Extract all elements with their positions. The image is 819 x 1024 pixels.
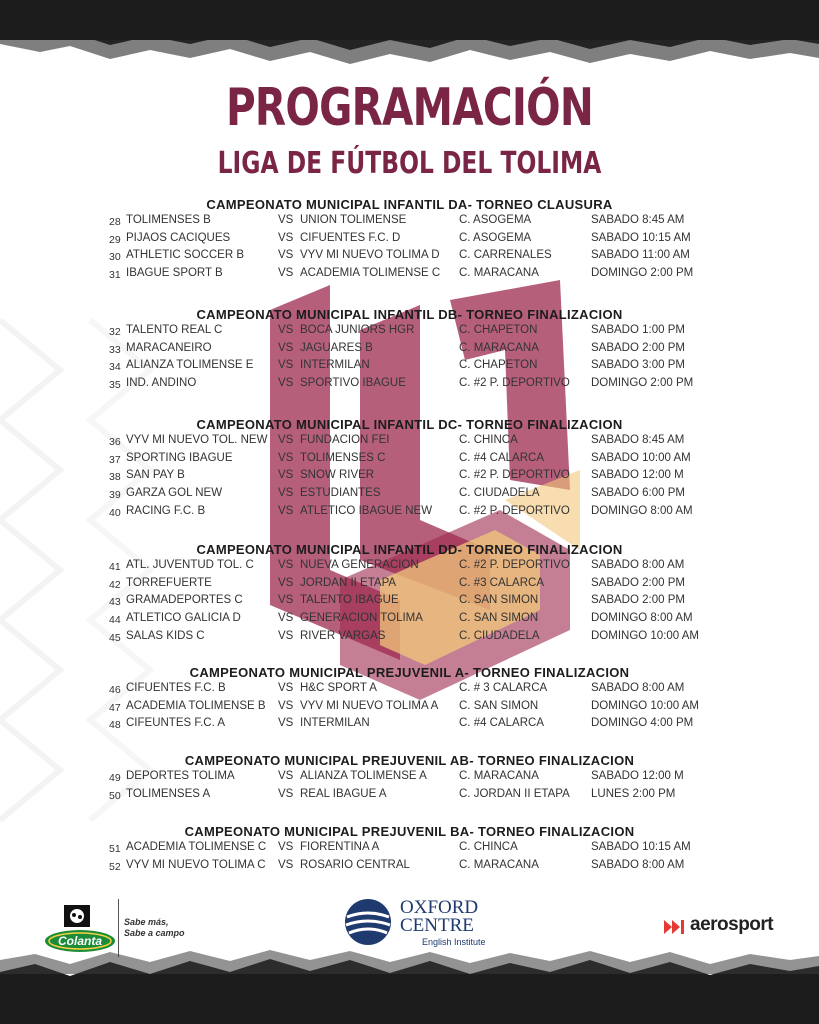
- venue: C. SAN SIMON: [459, 612, 539, 625]
- home-team: IND. ANDINO: [126, 377, 197, 390]
- section-title: CAMPEONATO MUNICIPAL INFANTIL DB- TORNEO FINALIZACION: [196, 307, 623, 322]
- home-team: TOLIMENSES A: [126, 787, 211, 800]
- match-row: [0, 342, 819, 359]
- venue: C. MARACANA: [459, 770, 539, 782]
- versus-label: VS: [278, 682, 294, 694]
- match-time: DOMINGO 2:00 PM: [591, 267, 694, 280]
- match-row: [0, 630, 819, 647]
- match-number: 30: [109, 251, 121, 264]
- versus-label: VS: [278, 787, 294, 800]
- venue: C. #2 P. DEPORTIVO: [459, 504, 570, 517]
- home-team: ACADEMIA TOLIMENSE C: [126, 841, 267, 853]
- match-row: [0, 577, 819, 594]
- versus-label: VS: [278, 841, 294, 853]
- match-row: [0, 717, 819, 734]
- section-title: CAMPEONATO MUNICIPAL PREJUVENIL BA- TORNEO FINALIZACION: [184, 824, 635, 839]
- torn-paper-top: [0, 0, 819, 80]
- versus-label: VS: [278, 434, 294, 446]
- match-time: SABADO 11:00 AM: [591, 249, 690, 262]
- home-team: VYV MI NUEVO TOLIMA C: [126, 858, 266, 871]
- away-team: REAL IBAGUE A: [300, 787, 387, 800]
- match-time: DOMINGO 4:00 PM: [591, 717, 694, 730]
- venue: C. #2 P. DEPORTIVO: [459, 469, 570, 482]
- venue: C. CHAPETON: [459, 359, 538, 372]
- versus-label: VS: [278, 469, 294, 482]
- match-number: 38: [109, 471, 121, 484]
- section-title: CAMPEONATO MUNICIPAL INFANTIL DD- TORNEO FINALIZACION: [196, 542, 623, 557]
- home-team: MARACANEIRO: [126, 341, 212, 354]
- oxford-line1: OXFORD: [400, 897, 479, 918]
- match-number: 47: [109, 701, 121, 714]
- match-time: SABADO 8:00 AM: [591, 559, 685, 571]
- match-row: [0, 859, 819, 876]
- versus-label: VS: [278, 612, 294, 625]
- venue: C. ASOGEMA: [459, 214, 532, 226]
- home-team: VYV MI NUEVO TOL. NEW: [126, 434, 268, 446]
- match-row: [0, 700, 819, 717]
- match-row: [0, 788, 819, 805]
- away-team: UNION TOLIMENSE: [300, 214, 407, 226]
- venue: C. MARACANA: [459, 341, 539, 354]
- versus-label: VS: [278, 594, 294, 607]
- venue: C. #2 P. DEPORTIVO: [459, 559, 570, 571]
- section-title: CAMPEONATO MUNICIPAL PREJUVENIL A- TORNEO FINALIZACION: [189, 665, 630, 680]
- match-row: [0, 232, 819, 249]
- match-time: SABADO 2:00 PM: [591, 576, 685, 589]
- match-row: [0, 559, 819, 576]
- home-team: GRAMADEPORTES C: [126, 594, 243, 607]
- away-team: RIVER VARGAS: [300, 629, 386, 642]
- versus-label: VS: [278, 858, 294, 871]
- away-team: SPORTIVO IBAGUE: [300, 377, 406, 390]
- venue: C. ASOGEMA: [459, 231, 532, 244]
- venue: C. #4 CALARCA: [459, 451, 545, 464]
- versus-label: VS: [278, 249, 294, 262]
- match-row: [0, 359, 819, 376]
- away-team: JAGUARES B: [300, 341, 373, 354]
- home-team: PIJAOS CACIQUES: [126, 231, 231, 244]
- match-time: DOMINGO 10:00 AM: [591, 629, 700, 642]
- match-row: [0, 841, 819, 858]
- match-number: 28: [109, 216, 121, 228]
- venue: C. CHINCA: [459, 434, 518, 446]
- venue: C. MARACANA: [459, 858, 539, 871]
- colanta-tagline-line1: Sabe más,: [124, 917, 169, 927]
- home-team: TOLIMENSES B: [126, 214, 211, 226]
- away-team: BOCA JUNIORS HGR: [300, 324, 415, 336]
- match-number: 40: [109, 506, 121, 519]
- match-row: [0, 469, 819, 486]
- torn-paper-bottom: [0, 914, 819, 1024]
- away-team: ACADEMIA TOLIMENSE C: [300, 267, 441, 280]
- match-number: 35: [109, 379, 121, 392]
- match-time: SABADO 3:00 PM: [591, 359, 685, 372]
- match-time: LUNES 2:00 PM: [591, 787, 676, 800]
- match-row: [0, 214, 819, 231]
- venue: C. MARACANA: [459, 267, 539, 280]
- match-number: 50: [109, 789, 121, 802]
- versus-label: VS: [278, 487, 294, 500]
- away-team: ESTUDIANTES: [300, 487, 381, 500]
- colanta-brand: Colanta: [57, 934, 103, 948]
- poster-sheet: [0, 40, 819, 980]
- away-team: JORDAN II ETAPA: [300, 576, 397, 589]
- versus-label: VS: [278, 377, 294, 390]
- home-team: IBAGUE SPORT B: [126, 267, 223, 280]
- away-team: SNOW RIVER: [300, 469, 375, 482]
- versus-label: VS: [278, 629, 294, 642]
- venue: C. #4 CALARCA: [459, 717, 545, 730]
- match-number: 51: [109, 843, 121, 855]
- match-row: [0, 612, 819, 629]
- match-time: SABADO 2:00 PM: [591, 594, 685, 607]
- match-time: SABADO 6:00 PM: [591, 487, 685, 500]
- home-team: CIFEUNTES F.C. A: [126, 717, 226, 730]
- away-team: VYV MI NUEVO TOLIMA D: [300, 249, 440, 262]
- match-time: DOMINGO 8:00 AM: [591, 612, 693, 625]
- match-row: [0, 249, 819, 266]
- match-time: SABADO 8:00 AM: [591, 682, 685, 694]
- match-number: 44: [109, 614, 121, 627]
- match-time: SABADO 8:45 AM: [591, 434, 685, 446]
- match-row: [0, 487, 819, 504]
- venue: C. #3 CALARCA: [459, 576, 545, 589]
- match-row: [0, 324, 819, 341]
- match-time: SABADO 8:45 AM: [591, 214, 685, 226]
- match-number: 45: [109, 631, 121, 644]
- match-row: [0, 377, 819, 394]
- home-team: GARZA GOL NEW: [126, 487, 223, 500]
- versus-label: VS: [278, 231, 294, 244]
- home-team: TALENTO REAL C: [126, 324, 223, 336]
- match-number: 29: [109, 233, 121, 246]
- versus-label: VS: [278, 267, 294, 280]
- section-title: CAMPEONATO MUNICIPAL INFANTIL DC- TORNEO FINALIZACION: [196, 417, 623, 432]
- match-number: 36: [109, 436, 121, 448]
- home-team: CIFUENTES F.C. B: [126, 682, 226, 694]
- home-team: ATL. JUVENTUD TOL. C: [126, 559, 254, 571]
- match-number: 52: [109, 860, 121, 873]
- versus-label: VS: [278, 717, 294, 730]
- match-number: 49: [109, 772, 121, 784]
- match-row: [0, 770, 819, 787]
- match-number: 41: [109, 561, 121, 573]
- home-team: TORREFUERTE: [126, 576, 212, 589]
- versus-label: VS: [278, 504, 294, 517]
- away-team: H&C SPORT A: [300, 682, 377, 694]
- venue: C. JORDAN II ETAPA: [459, 787, 570, 800]
- oxford-line2: CENTRE: [400, 915, 474, 936]
- versus-label: VS: [278, 341, 294, 354]
- oxford-subtitle: English Institute: [422, 937, 486, 947]
- match-time: SABADO 10:00 AM: [591, 451, 691, 464]
- schedule-content: [0, 40, 819, 980]
- match-row: [0, 267, 819, 284]
- versus-label: VS: [278, 324, 294, 336]
- home-team: ALIANZA TOLIMENSE E: [126, 359, 254, 372]
- aerosport-wordmark: aerosport: [690, 914, 774, 935]
- home-team: RACING F.C. B: [126, 504, 206, 517]
- match-time: SABADO 1:00 PM: [591, 324, 685, 336]
- match-time: SABADO 12:00 M: [591, 469, 684, 482]
- colanta-tagline-line2: Sabe a campo: [124, 928, 185, 938]
- versus-label: VS: [278, 576, 294, 589]
- away-team: ROSARIO CENTRAL: [300, 858, 410, 871]
- home-team: SALAS KIDS C: [126, 629, 205, 642]
- match-number: 46: [109, 684, 121, 696]
- away-team: ALIANZA TOLIMENSE A: [300, 770, 427, 782]
- match-time: SABADO 2:00 PM: [591, 341, 685, 354]
- venue: C. CHAPETON: [459, 324, 538, 336]
- home-team: ATHLETIC SOCCER B: [126, 249, 244, 262]
- venue: C. #2 P. DEPORTIVO: [459, 377, 570, 390]
- versus-label: VS: [278, 214, 294, 226]
- match-row: [0, 682, 819, 699]
- match-row: [0, 594, 819, 611]
- page-subtitle: LIGA DE FÚTBOL DEL TOLIMA: [217, 146, 602, 181]
- section-title: CAMPEONATO MUNICIPAL PREJUVENIL AB- TORNEO FINALIZACION: [184, 753, 635, 768]
- home-team: SPORTING IBAGUE: [126, 451, 233, 464]
- match-number: 32: [109, 326, 121, 338]
- away-team: GENERACION TOLIMA: [300, 612, 423, 625]
- home-team: ATLETICO GALICIA D: [126, 612, 241, 625]
- away-team: INTERMILAN: [300, 359, 370, 372]
- away-team: NUEVA GENERACION: [300, 559, 419, 571]
- section-title: CAMPEONATO MUNICIPAL INFANTIL DA- TORNEO CLAUSURA: [206, 197, 613, 212]
- match-row: [0, 505, 819, 522]
- venue: C. CARRENALES: [459, 249, 552, 262]
- match-number: 31: [109, 269, 121, 282]
- away-team: ATLETICO IBAGUE NEW: [300, 504, 433, 517]
- match-number: 37: [109, 453, 121, 466]
- match-number: 43: [109, 596, 121, 609]
- match-time: SABADO 12:00 M: [591, 770, 684, 782]
- home-team: ACADEMIA TOLIMENSE B: [126, 699, 266, 712]
- home-team: SAN PAY B: [126, 469, 185, 482]
- away-team: FUNDACION FEI: [300, 434, 390, 446]
- away-team: INTERMILAN: [300, 717, 370, 730]
- venue: C. CIUDADELA: [459, 487, 540, 500]
- match-number: 48: [109, 719, 121, 732]
- away-team: TOLIMENSES C: [300, 451, 386, 464]
- match-number: 33: [109, 343, 121, 356]
- match-number: 34: [109, 361, 121, 374]
- match-time: SABADO 10:15 AM: [591, 841, 691, 853]
- venue: C. SAN SIMON: [459, 594, 539, 607]
- match-number: 39: [109, 489, 121, 502]
- match-time: SABADO 10:15 AM: [591, 231, 691, 244]
- match-time: DOMINGO 8:00 AM: [591, 504, 693, 517]
- match-row: [0, 452, 819, 469]
- away-team: FIORENTINA A: [300, 841, 380, 853]
- versus-label: VS: [278, 770, 294, 782]
- away-team: VYV MI NUEVO TOLIMA A: [300, 699, 439, 712]
- versus-label: VS: [278, 451, 294, 464]
- page-title: PROGRAMACIÓN: [225, 78, 594, 138]
- match-time: SABADO 8:00 AM: [591, 858, 685, 871]
- away-team: TALENTO IBAGUE: [300, 594, 399, 607]
- versus-label: VS: [278, 699, 294, 712]
- home-team: DEPORTES TOLIMA: [126, 770, 235, 782]
- away-team: CIFUENTES F.C. D: [300, 231, 401, 244]
- match-time: DOMINGO 10:00 AM: [591, 699, 700, 712]
- venue: C. # 3 CALARCA: [459, 682, 548, 694]
- match-number: 42: [109, 578, 121, 591]
- match-time: DOMINGO 2:00 PM: [591, 377, 694, 390]
- versus-label: VS: [278, 559, 294, 571]
- versus-label: VS: [278, 359, 294, 372]
- match-row: [0, 434, 819, 451]
- venue: C. SAN SIMON: [459, 699, 539, 712]
- venue: C. CIUDADELA: [459, 629, 540, 642]
- venue: C. CHINCA: [459, 841, 518, 853]
